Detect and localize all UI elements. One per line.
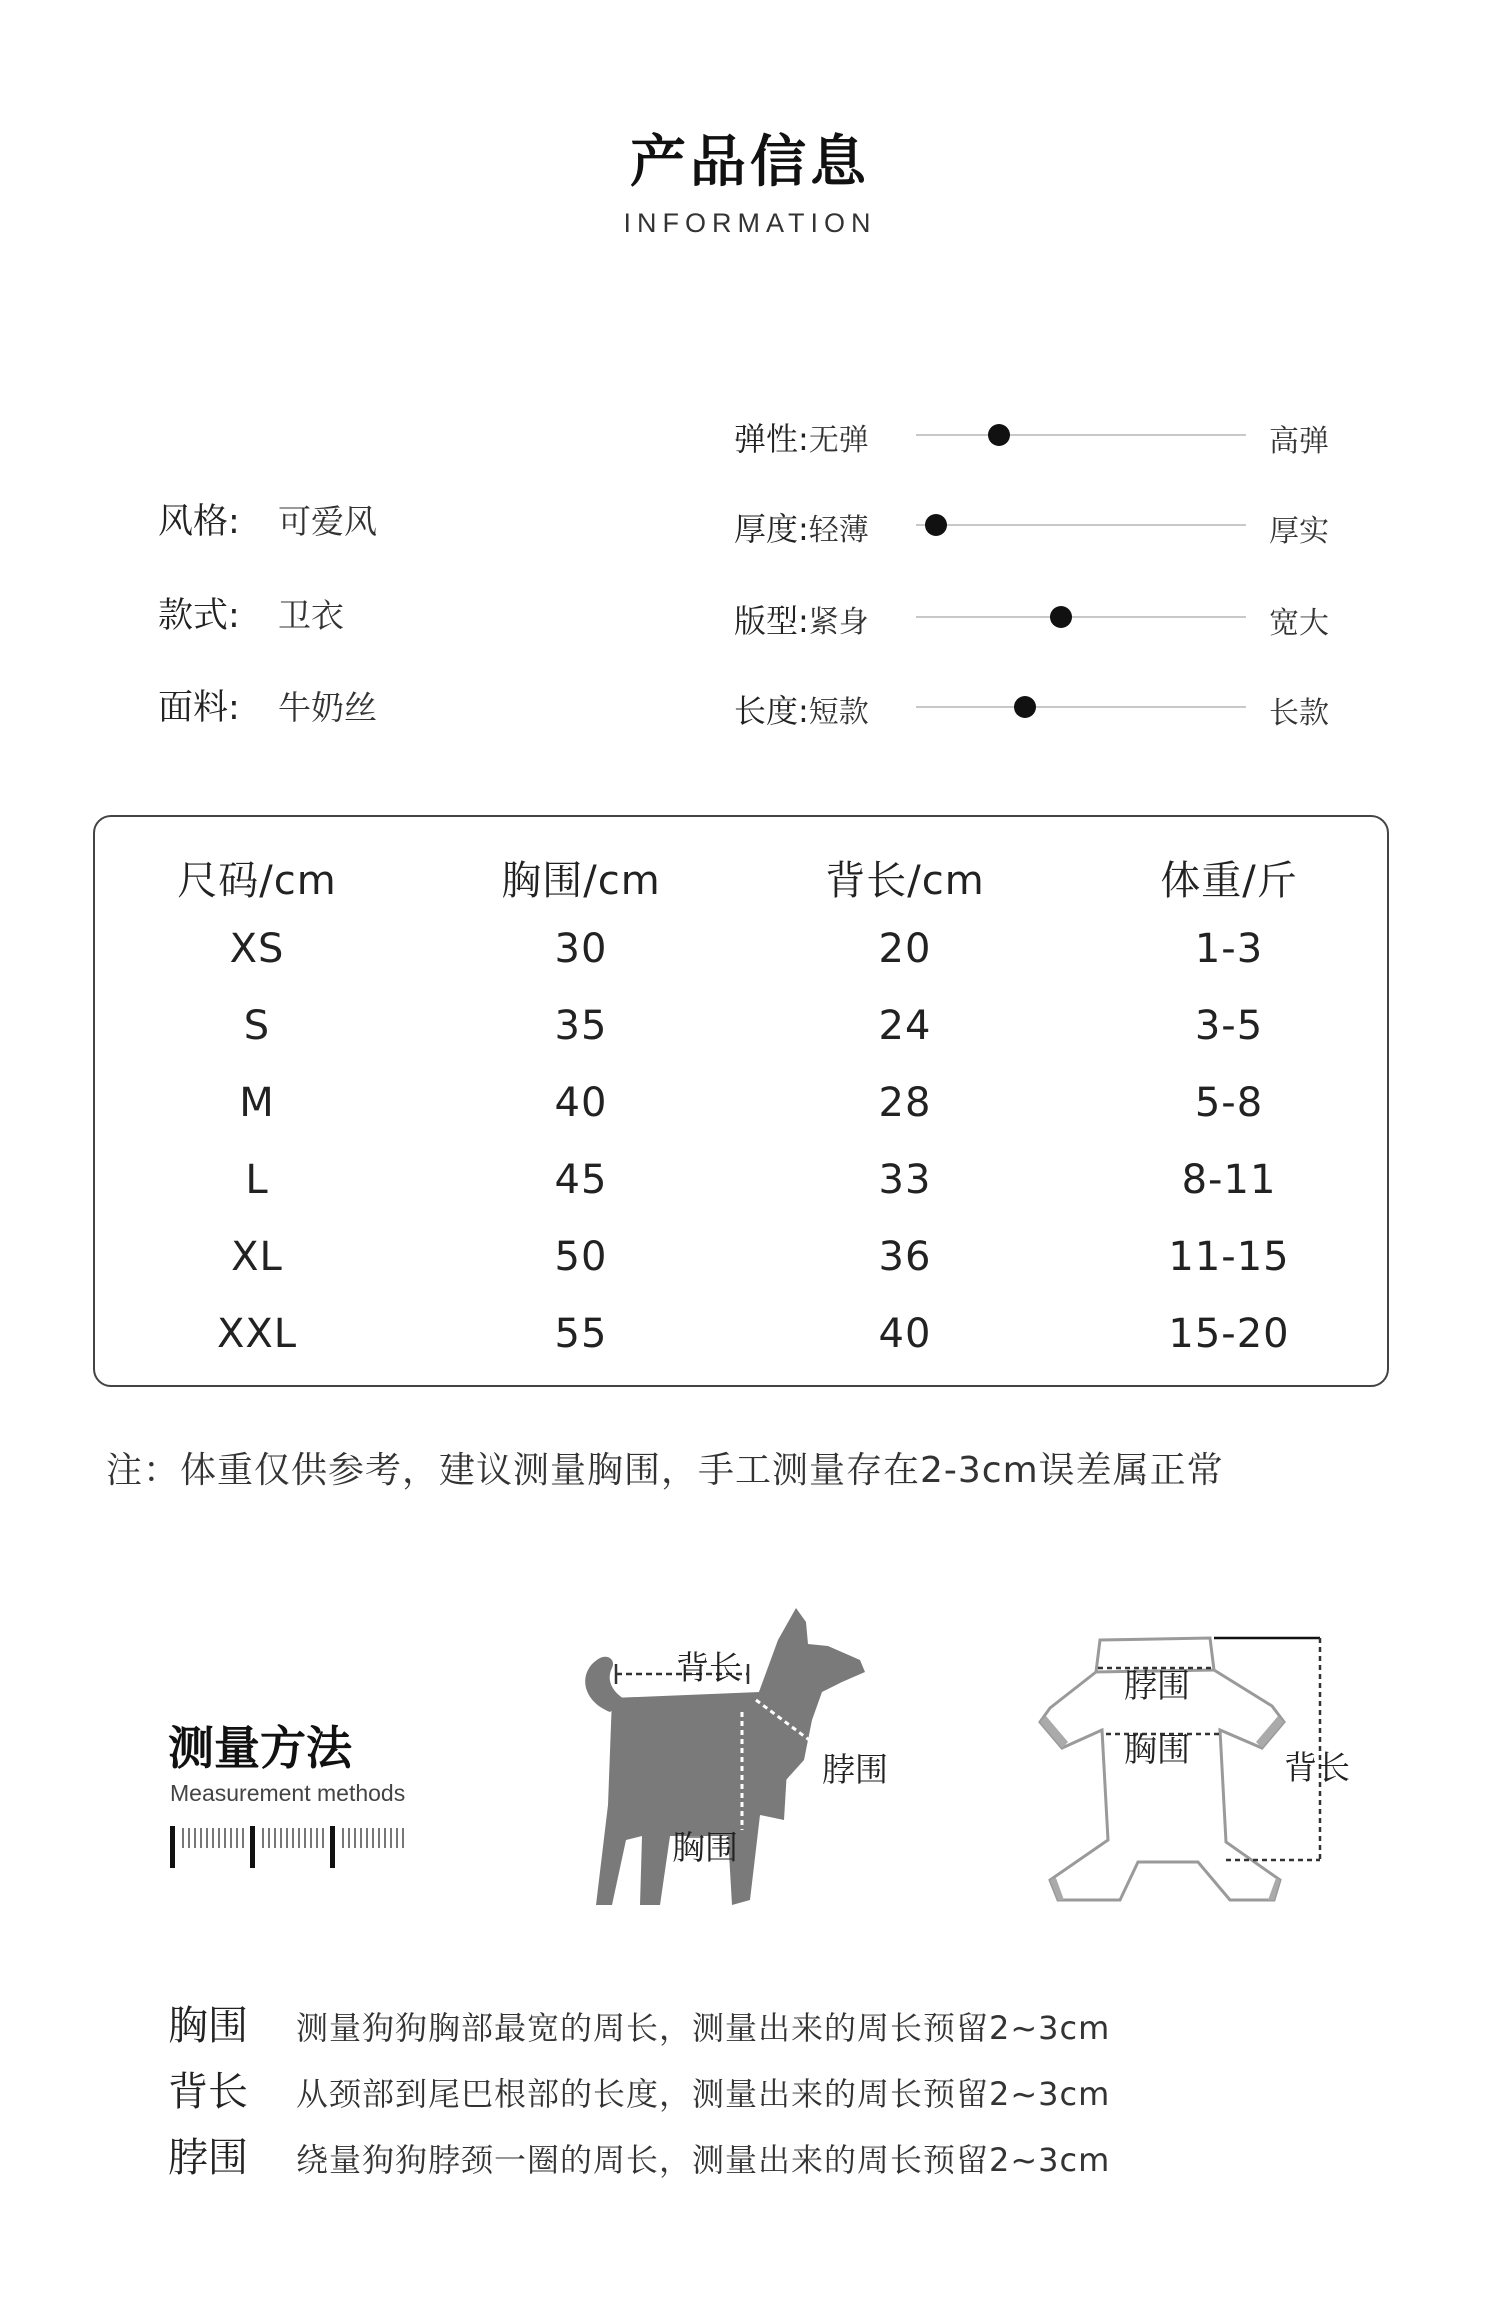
rating-low: 短款 [808, 695, 869, 730]
measure-desc: 绕量狗狗脖颈一圈的周长，测量出来的周长预留2~3cm [296, 2141, 1111, 2179]
spec-label: 面料: [158, 688, 240, 728]
dog-label-neck: 脖围 [822, 1750, 888, 1789]
spec-value: 卫衣 [278, 596, 344, 635]
rating-name: 版型: [734, 602, 809, 640]
rating-name: 弹性: [734, 420, 809, 458]
page-subtitle: INFORMATION [623, 208, 877, 238]
rating-track [916, 524, 1246, 526]
table-cell: 11-15 [1168, 1234, 1290, 1280]
table-cell: L [245, 1157, 269, 1203]
rating-label [734, 414, 869, 460]
table-cell: 24 [878, 1003, 932, 1049]
measure-row-back [168, 2060, 1110, 2117]
rating-label [734, 596, 869, 642]
measure-title: 测量方法 [168, 1721, 352, 1775]
measure-key: 背长 [168, 2069, 248, 2115]
table-cell: S [243, 1003, 271, 1049]
rating-label [734, 686, 869, 732]
measure-row-neck [168, 2126, 1110, 2183]
measure-key: 胸围 [168, 2003, 248, 2049]
rating-elasticity [734, 410, 1334, 460]
table-cell: 40 [554, 1080, 608, 1126]
ruler-icon [170, 1822, 410, 1876]
rating-track [916, 706, 1246, 708]
spec-value: 牛奶丝 [278, 688, 377, 727]
rating-high: 长款 [1269, 696, 1329, 731]
rating-length [734, 682, 1334, 732]
table-cell: 15-20 [1168, 1311, 1290, 1357]
rating-name: 长度: [734, 692, 809, 730]
rating-high: 高弹 [1269, 424, 1329, 459]
spec-label: 风格: [158, 502, 240, 542]
table-header: 背长/cm [825, 858, 985, 904]
rating-track [916, 616, 1246, 618]
rating-dot [1050, 606, 1072, 628]
table-cell: 55 [554, 1311, 608, 1357]
table-cell: 30 [554, 926, 608, 972]
table-cell: 8-11 [1181, 1157, 1277, 1203]
measure-desc: 测量狗狗胸部最宽的周长，测量出来的周长预留2~3cm [296, 2009, 1111, 2047]
garment-label-back: 背长 [1284, 1748, 1350, 1787]
rating-high: 宽大 [1269, 606, 1329, 641]
rating-track [916, 434, 1246, 436]
table-cell: XXL [216, 1311, 298, 1357]
rating-name: 厚度: [734, 510, 809, 548]
measure-row-chest [168, 1994, 1110, 2051]
table-header: 体重/斤 [1160, 858, 1298, 904]
rating-low: 无弹 [808, 423, 869, 458]
table-cell: 20 [878, 926, 932, 972]
rating-low: 紧身 [808, 605, 869, 640]
table-header: 尺码/cm [177, 858, 337, 904]
dog-label-back: 背长 [676, 1648, 742, 1687]
spec-row-type [158, 588, 344, 638]
table-cell: 36 [878, 1234, 932, 1280]
spec-row-style [158, 494, 377, 544]
rating-label [734, 504, 869, 550]
measure-desc: 从颈部到尾巴根部的长度，测量出来的周长预留2~3cm [296, 2075, 1111, 2113]
spec-row-fabric [158, 680, 377, 730]
rating-low: 轻薄 [808, 513, 869, 548]
table-cell: XS [229, 926, 285, 972]
table-cell: 50 [554, 1234, 608, 1280]
table-cell: M [239, 1080, 275, 1126]
table-cell: 28 [878, 1080, 932, 1126]
garment-label-chest: 胸围 [1124, 1730, 1190, 1769]
rating-dot [988, 424, 1010, 446]
rating-dot [1014, 696, 1036, 718]
table-cell: 33 [878, 1157, 932, 1203]
table-header: 胸围/cm [501, 858, 661, 904]
rating-dot [925, 514, 947, 536]
table-cell: 5-8 [1194, 1080, 1264, 1126]
table-cell: 1-3 [1194, 926, 1264, 972]
rating-thickness [734, 500, 1334, 550]
page-title: 产品信息 [630, 130, 870, 195]
measure-subtitle: Measurement methods [170, 1780, 406, 1806]
table-cell: XL [231, 1234, 283, 1280]
table-cell: 40 [878, 1311, 932, 1357]
dog-label-chest: 胸围 [672, 1828, 738, 1867]
table-cell: 45 [554, 1157, 608, 1203]
rating-fit [734, 592, 1334, 642]
table-cell: 35 [554, 1003, 608, 1049]
garment-label-neck: 脖围 [1124, 1666, 1190, 1705]
size-table [93, 815, 1389, 1387]
spec-value: 可爱风 [278, 502, 377, 541]
measure-key: 脖围 [168, 2135, 248, 2181]
size-note: 注：体重仅供参考，建议测量胸围，手工测量存在2-3cm误差属正常 [106, 1450, 1224, 1491]
table-cell: 3-5 [1194, 1003, 1264, 1049]
rating-high: 厚实 [1269, 514, 1329, 549]
spec-label: 款式: [158, 596, 240, 636]
